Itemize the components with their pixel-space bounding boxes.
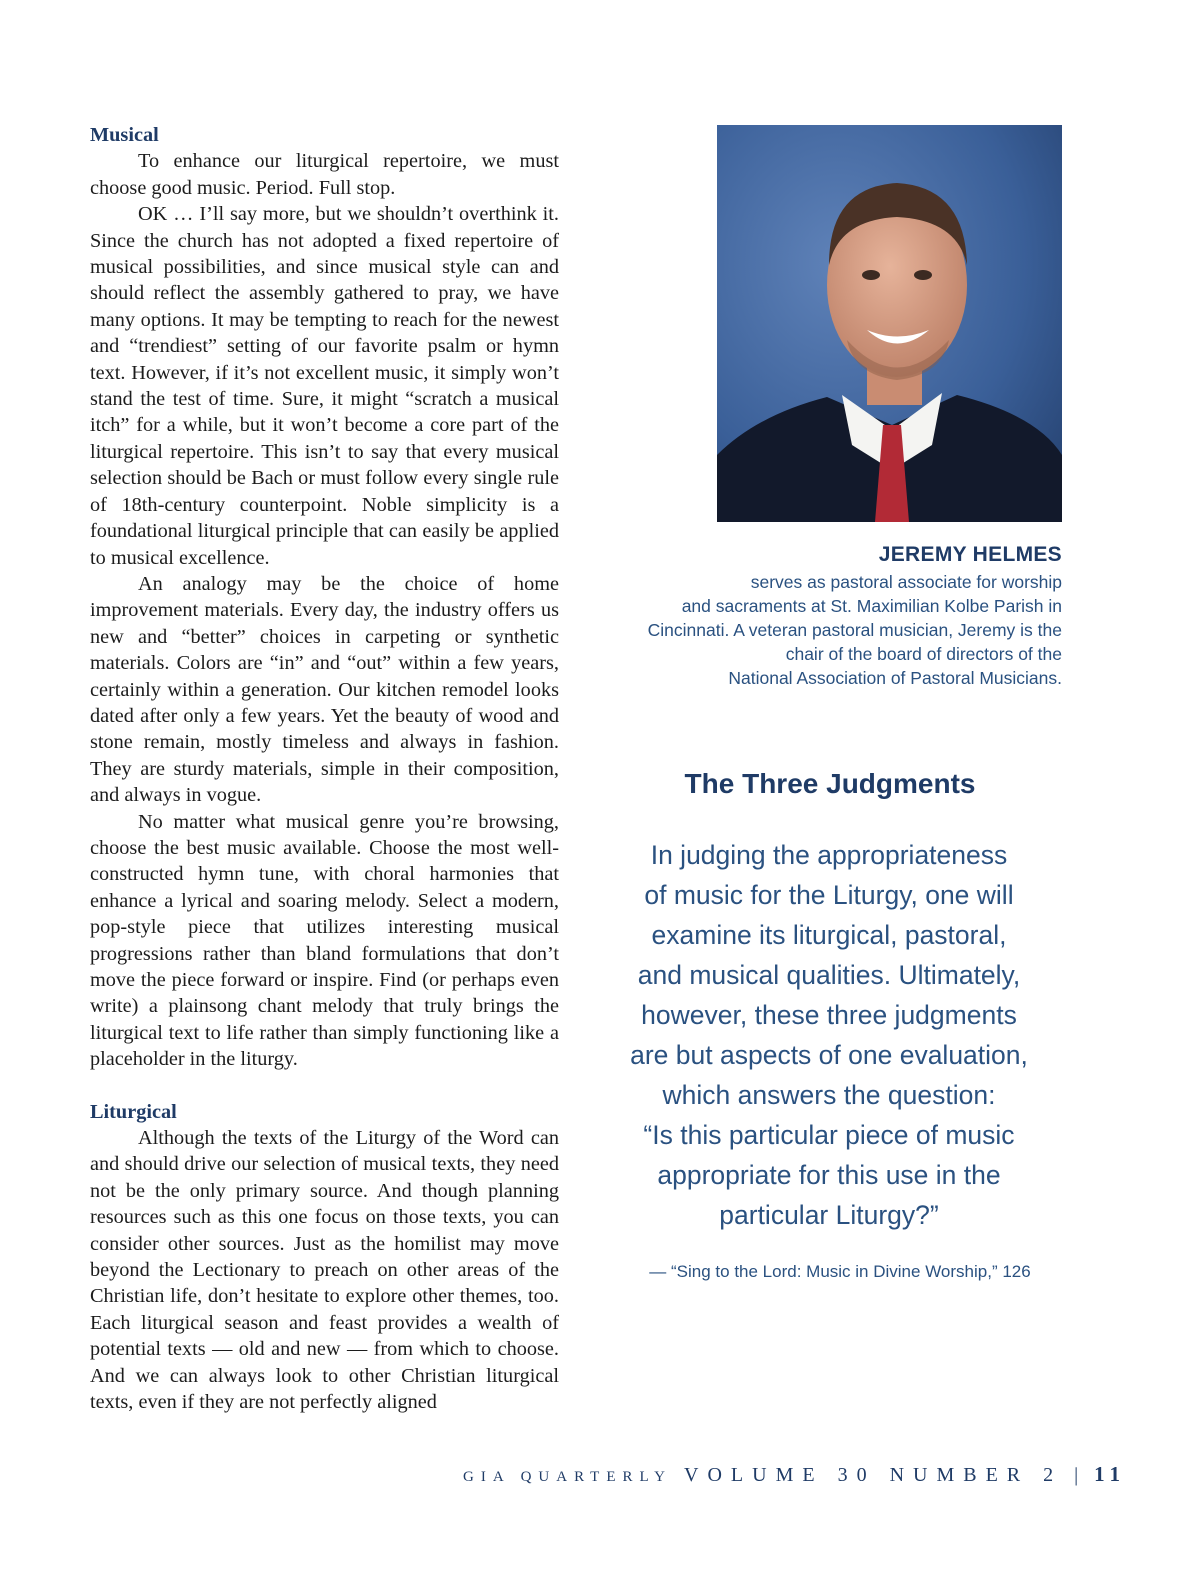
quote-line: appropriate for this use in the: [657, 1160, 1001, 1190]
quote-line: are but aspects of one evaluation,: [630, 1040, 1028, 1070]
author-photo: [717, 125, 1062, 522]
author-portrait-image: [717, 125, 1062, 522]
author-name: JEREMY HELMES: [878, 543, 1062, 566]
quote-line: examine its liturgical, pastoral,: [651, 920, 1007, 950]
volume-number: VOLUME 30 NUMBER 2: [684, 1464, 1063, 1486]
bio-line: chair of the board of directors of the: [785, 644, 1062, 664]
page-footer: [463, 1462, 1126, 1487]
bio-line: National Association of Pastoral Musicians.: [728, 668, 1062, 688]
quote-line: “Is this particular piece of music: [643, 1120, 1015, 1150]
author-bio: [580, 540, 1062, 690]
magazine-title: GIA QUARTERLY: [463, 1469, 673, 1485]
quote-line: and musical qualities. Ultimately,: [637, 960, 1021, 990]
bio-line: serves as pastoral associate for worship: [750, 572, 1062, 592]
paragraph: Although the texts of the Liturgy of the Word can and should drive our selection of musical texts, they need not be the only primary source. And though planning resources such as this one focus on those texts, you can consider other sources. Just as the homilist may move beyond the Lectionary to preach on other areas of the Christian life, don’t hesitate to explore other themes, too. Each liturgical season and feast provides a wealth of potential texts — old and new — from which to choose. And we can always look to other Christian liturgical texts, even if they are not perfectly aligned: [90, 1127, 559, 1414]
sidebar-title: The Three Judgments: [684, 768, 976, 799]
quote-line: which answers the question:: [662, 1080, 996, 1110]
paragraph: An analogy may be the choice of home improvement materials. Every day, the industry offers us new and “better” choices in carpeting or synthetic materials. Colors are “in” and “out” within a few years, certainly within a generation. Our kitchen remodel looks dated after only a few years. Yet the beauty of wood and stone remain, mostly timeless and always in fashion. They are sturdy materials, simple in their composition, and always in vogue.: [90, 572, 559, 807]
paragraph: OK … I’ll say more, but we shouldn’t overthink it. Since the church has not adopted a fixed repertoire of musical possibilities, and since musical style can and should reflect the assembly gathered to pray, we have many options. It may be tempting to reach for the newest and “trendiest” setting of our favorite psalm or hymn text. However, if it’s not excellent music, it simply won’t stand the test of time. Sure, it might “scratch a musical itch” for a while, but it won’t become a core part of the liturgical repertoire. This isn’t to say that every musical selection should be Bach or must follow every single rule of 18th-century counterpoint. Noble simplicity is a foundational liturgical principle that can easily be applied to musical excellence.: [90, 203, 559, 569]
article-column: [90, 122, 559, 1416]
bio-line: and sacraments at St. Maximilian Kolbe Parish in: [681, 596, 1062, 616]
quote-line: particular Liturgy?”: [719, 1200, 939, 1230]
paragraph: No matter what musical genre you’re browsing, choose the best music available. Choose the most well-constructed hymn tune, with choral harmonies that enhance a lyrical and soaring melody. Select a modern, pop-style piece that utilizes interesting musical progressions rather than bland formulations that don’t move the piece forward or inspire. Find (or perhaps even write) a plainsong chant melody that truly brings the liturgical text to life rather than simply functioning like a placeholder in the liturgy.: [90, 810, 559, 1071]
quote-attribution: — “Sing to the Lord: Music in Divine Worship,” 126: [649, 1262, 1031, 1281]
section-heading-liturgical: Liturgical: [90, 1100, 177, 1123]
pull-quote: [600, 835, 1058, 1235]
section-heading-musical: Musical: [90, 124, 159, 146]
quote-line: of music for the Liturgy, one will: [644, 880, 1014, 910]
bio-line: Cincinnati. A veteran pastoral musician, Jeremy is the: [647, 620, 1062, 640]
quote-line: however, these three judgments: [641, 1000, 1017, 1030]
page-number: 11: [1094, 1462, 1126, 1486]
footer-separator: |: [1074, 1464, 1079, 1486]
paragraph: To enhance our liturgical repertoire, we must choose good music. Period. Full stop.: [90, 150, 559, 199]
quote-line: In judging the appropriateness: [650, 840, 1008, 870]
